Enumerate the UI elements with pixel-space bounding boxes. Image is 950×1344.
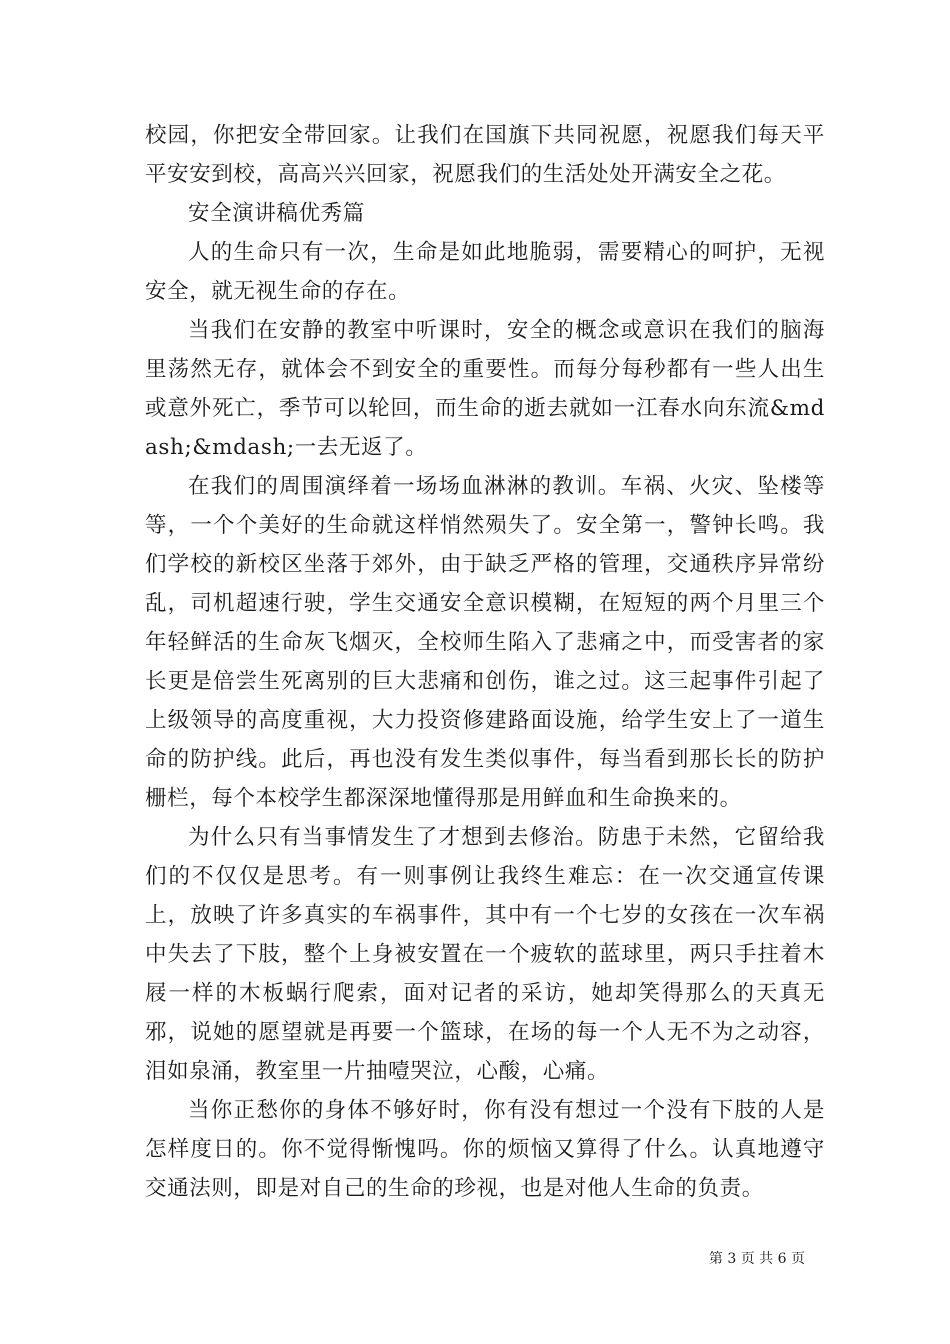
paragraph: 当我们在安静的教室中听课时，安全的概念或意识在我们的脑海里荡然无存，就体会不到安全的重要性。而每分每秒都有一些人出生或意外死亡，季节可以轮回，而生命的逝去就如一江春水向东流&mdash;&mdash;一去无返了。	[145, 318, 825, 460]
paragraph: 为什么只有当事情发生了才想到去修治。防患于未然，它留给我们的不仅仅是思考。有一则事例让我终生难忘：在一次交通宣传课上，放映了许多真实的车祸事件，其中有一个七岁的女孩在一次车祸中失去了下肢，整个上身被安置在一个疲软的蓝球里，两只手拄着木屐一样的木板蜗行爬索，面对记者的采访，她却笑得那么的天真无邪，说她的愿望就是再要一个篮球，在场的每一个人无不为之动容，泪如泉涌，教室里一片抽噎哭泣，心酸，心痛。	[145, 825, 825, 1084]
paragraph: 在我们的周围演绎着一场场血淋淋的教训。车祸、火灾、坠楼等等，一个个美好的生命就这样悄然殒失了。安全第一，警钟长鸣。我们学校的新校区坐落于郊外，由于缺乏严格的管理，交通秩序异常纷乱，司机超速行驶，学生交通安全意识模糊，在短短的两个月里三个年轻鲜活的生命灰飞烟灭，全校师生陷入了悲痛之中，而受害者的家长更是倍尝生死离别的巨大悲痛和创伤，谁之过。这三起事件引起了上级领导的高度重视，大力投资修建路面设施，给学生安上了一道生命的防护线。此后，再也没有发生类似事件，每当看到那长长的防护栅栏，每个本校学生都深深地懂得那是用鲜血和生命换来的。	[145, 474, 825, 811]
page-number: 第 3 页 共 6 页	[708, 1251, 805, 1267]
paragraph: 人的生命只有一次，生命是如此地脆弱，需要精心的呵护，无视安全，就无视生命的存在。	[145, 240, 825, 304]
section-heading: 安全演讲稿优秀篇	[188, 201, 365, 226]
document-body	[145, 116, 825, 1208]
paragraph-continuation: 校园，你把安全带回家。让我们在国旗下共同祝愿，祝愿我们每天平平安安到校，高高兴兴回家，祝愿我们的生活处处开满安全之花。	[145, 123, 825, 187]
paragraph: 当你正愁你的身体不够好时，你有没有想过一个没有下肢的人是怎样度日的。你不觉得惭愧吗。你的烦恼又算得了什么。认真地遵守交通法则，即是对自己的生命的珍视，也是对他人生命的负责。	[145, 1098, 825, 1201]
